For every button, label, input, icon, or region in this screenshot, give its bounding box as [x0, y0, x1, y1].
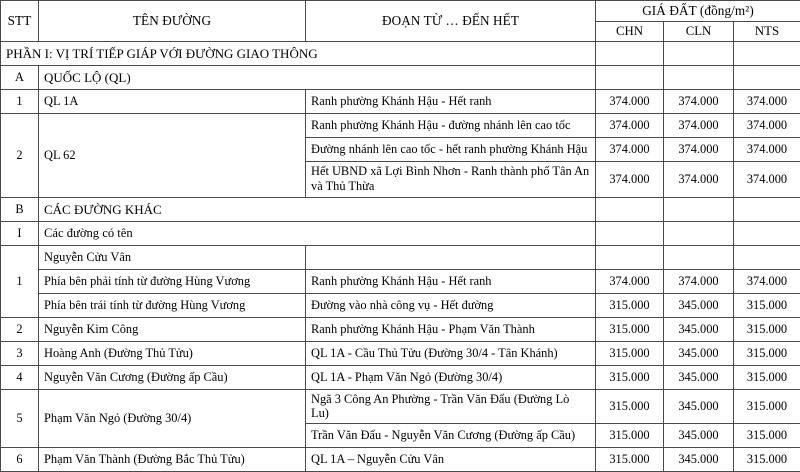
row-name: Phạm Văn Thành (Đường Bắc Thủ Tửu) — [39, 447, 306, 471]
row-segment: QL 1A - Cầu Thủ Tửu (Đường 30/4 - Tân Khánh) — [306, 341, 596, 365]
row-price-nts: 315.000 — [734, 447, 800, 471]
group-row-a — [1, 65, 800, 89]
row-price-cln: 374.000 — [664, 161, 734, 197]
group-b-stt: B — [1, 197, 39, 221]
row-price-cln: 345.000 — [664, 447, 734, 471]
row-name: Phạm Văn Ngỏ (Đường 30/4) — [39, 389, 306, 447]
table-row — [1, 293, 800, 317]
header-cln: CLN — [664, 21, 734, 41]
row-segment: Ranh phường Khánh Hậu - Hết ranh — [306, 269, 596, 293]
row-price-cln: 374.000 — [664, 269, 734, 293]
row-name: QL 62 — [39, 113, 306, 197]
row-stt: 3 — [1, 341, 39, 365]
header-chn: CHN — [596, 21, 664, 41]
row-stt: 2 — [1, 317, 39, 341]
group-a-cell-chn — [596, 65, 664, 89]
row-price-chn: 315.000 — [596, 423, 664, 447]
row-stt: 1 — [1, 89, 39, 113]
row-name-side: Phía bên trái tính từ đường Hùng Vương — [39, 293, 306, 317]
row-price-chn: 374.000 — [596, 113, 664, 137]
row-stt: 2 — [1, 113, 39, 197]
row-price-chn: 315.000 — [596, 293, 664, 317]
section-cell-chn — [596, 41, 664, 65]
row-price-nts: 315.000 — [734, 365, 800, 389]
row-segment: Ranh phường Khánh Hậu - Phạm Văn Thành — [306, 317, 596, 341]
row-price-cln: 345.000 — [664, 293, 734, 317]
row-stt: 4 — [1, 365, 39, 389]
row-price-chn: 315.000 — [596, 317, 664, 341]
header-stt: STT — [1, 1, 39, 42]
group-b-cell-nts — [734, 197, 800, 221]
row-price-chn: 374.000 — [596, 161, 664, 197]
table-row — [1, 245, 800, 269]
section-title-part1: PHẦN I: VỊ TRÍ TIẾP GIÁP VỚI ĐƯỜNG GIAO THÔNG — [1, 41, 596, 65]
table-row — [1, 447, 800, 471]
row-price-nts: 374.000 — [734, 269, 800, 293]
row-stt: 1 — [1, 245, 39, 317]
row-price-cln: 345.000 — [664, 341, 734, 365]
group-b-i-stt: I — [1, 221, 39, 245]
row-stt: 5 — [1, 389, 39, 447]
row-segment: Đường vào nhà công vụ - Hết đường — [306, 293, 596, 317]
group-a-cell-nts — [734, 65, 800, 89]
header-name: TÊN ĐƯỜNG — [39, 1, 306, 42]
table-row — [1, 89, 800, 113]
row-price-nts: 315.000 — [734, 293, 800, 317]
group-b-i-cell-cln — [664, 221, 734, 245]
group-b-i-label: Các đường có tên — [39, 221, 596, 245]
group-a-cell-cln — [664, 65, 734, 89]
group-a-label: QUỐC LỘ (QL) — [39, 65, 596, 89]
group-a-stt: A — [1, 65, 39, 89]
row-price-nts: 374.000 — [734, 137, 800, 161]
row-price-nts-empty — [734, 245, 800, 269]
group-row-b — [1, 197, 800, 221]
row-price-nts: 374.000 — [734, 89, 800, 113]
group-b-i-cell-chn — [596, 221, 664, 245]
row-segment: Ranh phường Khánh Hậu - Hết ranh — [306, 89, 596, 113]
row-name: Hoàng Anh (Đường Thủ Tửu) — [39, 341, 306, 365]
row-price-nts: 315.000 — [734, 389, 800, 423]
section-cell-cln — [664, 41, 734, 65]
row-price-chn: 315.000 — [596, 447, 664, 471]
row-price-chn: 374.000 — [596, 137, 664, 161]
row-name: Nguyễn Văn Cương (Đường ấp Cầu) — [39, 365, 306, 389]
row-price-chn: 315.000 — [596, 389, 664, 423]
row-price-nts: 315.000 — [734, 317, 800, 341]
table-row — [1, 365, 800, 389]
row-segment-empty — [306, 245, 596, 269]
group-b-label: CÁC ĐƯỜNG KHÁC — [39, 197, 596, 221]
table-row — [1, 341, 800, 365]
row-segment: Ngã 3 Công An Phường - Trần Văn Đẩu (Đường Lò Lu) — [306, 389, 596, 423]
row-name: Nguyễn Kim Công — [39, 317, 306, 341]
row-segment: QL 1A - Phạm Văn Ngỏ (Đường 30/4) — [306, 365, 596, 389]
header-segment: ĐOẠN TỪ … ĐẾN HẾT — [306, 1, 596, 42]
group-row-b-i — [1, 221, 800, 245]
row-name: Nguyễn Cửu Vân — [39, 245, 306, 269]
row-stt: 6 — [1, 447, 39, 471]
row-price-cln: 345.000 — [664, 389, 734, 423]
row-price-cln: 374.000 — [664, 137, 734, 161]
row-name: QL 1A — [39, 89, 306, 113]
row-price-cln: 374.000 — [664, 113, 734, 137]
row-price-chn: 374.000 — [596, 269, 664, 293]
row-name-side: Phía bên phải tính từ đường Hùng Vương — [39, 269, 306, 293]
row-price-nts: 315.000 — [734, 341, 800, 365]
row-price-chn: 315.000 — [596, 365, 664, 389]
table-body — [1, 41, 800, 471]
row-price-cln: 345.000 — [664, 317, 734, 341]
row-segment: QL 1A – Nguyễn Cửu Vân — [306, 447, 596, 471]
row-price-chn: 374.000 — [596, 89, 664, 113]
table-row — [1, 389, 800, 423]
row-price-cln: 374.000 — [664, 89, 734, 113]
header-price-group: GIÁ ĐẤT (đồng/m²) — [596, 1, 800, 22]
row-price-nts: 374.000 — [734, 161, 800, 197]
row-segment: Đường nhánh lên cao tốc - hết ranh phường Khánh Hậu — [306, 137, 596, 161]
row-price-cln: 345.000 — [664, 423, 734, 447]
group-b-cell-cln — [664, 197, 734, 221]
row-price-chn-empty — [596, 245, 664, 269]
table-row — [1, 113, 800, 137]
row-segment: Trần Văn Đẩu - Nguyễn Văn Cương (Đường ấp Cầu) — [306, 423, 596, 447]
table-row — [1, 317, 800, 341]
row-price-chn: 315.000 — [596, 341, 664, 365]
header-row-main — [1, 1, 800, 22]
row-price-cln: 345.000 — [664, 365, 734, 389]
section-cell-nts — [734, 41, 800, 65]
header-nts: NTS — [734, 21, 800, 41]
row-segment: Hết UBND xã Lợi Bình Nhơn - Ranh thành phố Tân An và Thủ Thừa — [306, 161, 596, 197]
row-price-nts: 315.000 — [734, 423, 800, 447]
group-b-i-cell-nts — [734, 221, 800, 245]
group-b-cell-chn — [596, 197, 664, 221]
table-header — [1, 1, 800, 42]
row-price-nts: 374.000 — [734, 113, 800, 137]
table-row — [1, 269, 800, 293]
section-row-part1 — [1, 41, 800, 65]
row-segment: Ranh phường Khánh Hậu - đường nhánh lên cao tốc — [306, 113, 596, 137]
row-price-cln-empty — [664, 245, 734, 269]
